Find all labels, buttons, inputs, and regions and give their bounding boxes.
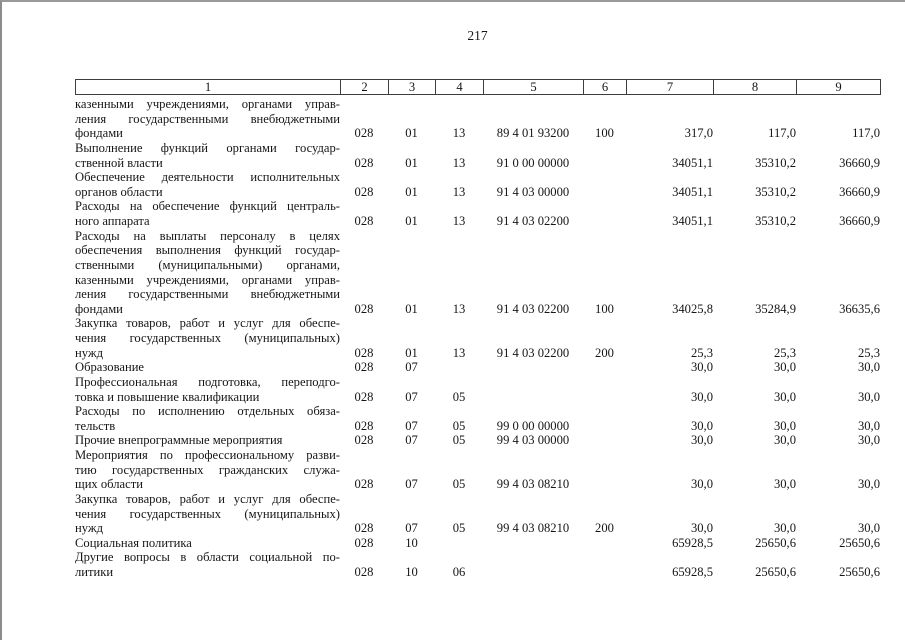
cell-col-7: 25,3: [690, 345, 713, 360]
cell-col-2: 028: [354, 155, 374, 170]
cell-col-3: 10: [405, 565, 418, 579]
cell-col-2: 028: [354, 535, 374, 550]
row-name: [75, 550, 340, 579]
header-cell-col-2: 2: [341, 80, 389, 95]
cell-col-9: 25650,6: [839, 535, 880, 550]
cell-col-5: 91 4 03 02200: [496, 301, 570, 316]
row-name-line: обеспечения выполнения функций государ-: [75, 243, 340, 258]
row-name-line: ного аппарата: [75, 214, 150, 228]
row-name: [75, 360, 340, 375]
row-name-line: литики: [75, 565, 114, 579]
row-name-line: Расходы по исполнению отдельных обяза-: [75, 404, 340, 419]
row-name-line: ления государственными внебюджетными: [75, 111, 340, 126]
cell-col-8: 30,0: [773, 477, 796, 492]
cell-col-8: 35310,2: [755, 214, 796, 228]
cell-col-9: 36660,9: [839, 155, 880, 170]
row-name: [75, 141, 340, 170]
cell-col-4: 05: [452, 521, 466, 536]
cell-col-2: 028: [354, 345, 374, 360]
cell-col-2: 028: [354, 565, 374, 579]
row-name-line: казенными учреждениями, органами управ-: [75, 272, 340, 287]
row-name-line: чения государственных (муниципальных): [75, 331, 340, 345]
cell-col-6: [583, 433, 626, 448]
row-name-line: ления государственными внебюджетными: [75, 287, 340, 302]
cell-col-3: 07: [405, 477, 418, 492]
cell-col-3: 07: [405, 389, 418, 404]
row-name-line: Закупка товаров, работ и услуг для обеспе-: [75, 491, 340, 506]
cell-col-6: [583, 360, 626, 375]
cell-col-6: [583, 170, 626, 199]
row-name-line: Мероприятия по профессиональному разви-: [75, 448, 340, 462]
cell-col-2: 028: [354, 521, 374, 536]
table-row: [75, 360, 880, 375]
row-name: [75, 448, 340, 492]
cell-col-7: 30,0: [690, 433, 713, 448]
row-name-line: фондами: [75, 126, 123, 141]
cell-col-7: 30,0: [690, 418, 713, 433]
cell-col-5: 91 4 03 02200: [496, 214, 570, 228]
table-row: [75, 141, 880, 170]
cell-col-8: 35284,9: [755, 301, 796, 316]
row-name-line: Расходы на выплаты персоналу в целях: [75, 228, 340, 243]
header-cell-col-6: 6: [584, 80, 627, 95]
row-name-line: Другие вопросы в области социальной по-: [75, 550, 340, 565]
cell-col-6: [583, 448, 626, 492]
header-cell-col-3: 3: [389, 80, 436, 95]
budget-table: [75, 95, 880, 580]
cell-col-3: 07: [405, 418, 418, 433]
page-number: 217: [467, 28, 488, 43]
cell-col-9: 30,0: [857, 389, 880, 404]
cell-col-4: 05: [452, 418, 466, 433]
cell-col-6: [583, 141, 626, 170]
cell-col-7: 30,0: [690, 360, 713, 375]
cell-col-2: 028: [354, 433, 374, 448]
cell-col-8: 25,3: [773, 345, 796, 360]
table-row: [75, 375, 880, 404]
row-name-line: товка и повышение квалификации: [75, 389, 260, 404]
row-name: [75, 199, 340, 228]
row-name-line: нужд: [75, 345, 103, 360]
row-name-line: казенными учреждениями, органами управ-: [75, 97, 340, 111]
cell-col-3: 01: [405, 126, 418, 141]
row-name-line: Закупка товаров, работ и услуг для обеспе-: [75, 316, 340, 331]
table-row: [75, 199, 880, 228]
cell-col-4: 13: [452, 184, 466, 199]
table-row: [75, 433, 880, 448]
cell-col-5: [483, 375, 583, 404]
cell-col-6: [583, 550, 626, 579]
cell-col-7: 65928,5: [672, 565, 713, 579]
row-name: [75, 433, 340, 448]
budget-table-body: [75, 95, 880, 580]
header-cell-col-9: 9: [797, 80, 881, 95]
cell-col-5: [483, 536, 583, 551]
cell-col-5: 91 0 00 00000: [496, 155, 570, 170]
row-name-line: Выполнение функций органами государ-: [75, 140, 340, 155]
cell-col-9: 36660,9: [839, 214, 880, 228]
cell-col-9: 36660,9: [839, 184, 880, 199]
header-cell-col-8: 8: [714, 80, 797, 95]
cell-col-5: 99 4 03 00000: [496, 433, 570, 448]
cell-col-4: 05: [452, 477, 466, 492]
row-name-line: ственными (муниципальными) органами,: [75, 257, 340, 272]
cell-col-9: 117,0: [852, 126, 880, 141]
cell-col-8: 35310,2: [755, 184, 796, 199]
table-row: [75, 448, 880, 492]
cell-col-4: 05: [452, 433, 466, 448]
cell-col-8: 30,0: [773, 433, 796, 448]
cell-col-4: 13: [452, 214, 466, 228]
row-name: [75, 316, 340, 360]
cell-col-6: 100: [595, 126, 614, 141]
row-name: [75, 229, 340, 317]
row-name-line: тельств: [75, 418, 116, 433]
cell-col-6: [583, 404, 626, 433]
row-name-line: Образование: [75, 360, 145, 375]
cell-col-7: 317,0: [684, 126, 713, 141]
row-name-line: Расходы на обеспечение функций централь-: [75, 199, 340, 214]
cell-col-9: 25650,6: [839, 565, 880, 579]
cell-col-7: 65928,5: [672, 535, 713, 550]
cell-col-3: 01: [405, 214, 418, 228]
cell-col-3: 01: [405, 155, 418, 170]
cell-col-8: 30,0: [773, 360, 796, 375]
budget-table-header: [75, 79, 881, 95]
cell-col-2: 028: [354, 389, 374, 404]
row-name-line: Прочие внепрограммные мероприятия: [75, 433, 283, 448]
cell-col-8: 117,0: [768, 126, 796, 141]
cell-col-4: 05: [452, 389, 466, 404]
cell-col-3: 01: [405, 345, 418, 360]
table-row: [75, 229, 880, 317]
row-name: [75, 404, 340, 433]
row-name-line: Социальная политика: [75, 535, 192, 550]
cell-col-5: 89 4 01 93200: [496, 126, 570, 141]
cell-col-2: 028: [354, 301, 374, 316]
header-cell-col-7: 7: [627, 80, 714, 95]
cell-col-8: 30,0: [773, 521, 796, 536]
cell-col-6: [583, 375, 626, 404]
cell-col-4: 13: [452, 345, 466, 360]
cell-col-4: 13: [452, 155, 466, 170]
cell-col-7: 34051,1: [672, 184, 713, 199]
table-row: [75, 316, 880, 360]
cell-col-5: 99 0 00 00000: [496, 418, 570, 433]
row-name-line: ственной власти: [75, 155, 163, 170]
cell-col-3: 07: [405, 433, 418, 448]
header-cell-col-5: 5: [484, 80, 584, 95]
cell-col-9: 30,0: [857, 521, 880, 536]
cell-col-5: 91 4 03 02200: [496, 345, 570, 360]
table-row: [75, 95, 880, 141]
cell-col-9: 30,0: [857, 433, 880, 448]
cell-col-4: [435, 536, 483, 551]
cell-col-9: 30,0: [857, 477, 880, 492]
row-name-line: тию государственных гражданских служа-: [75, 462, 340, 477]
cell-col-6: 200: [595, 345, 614, 360]
cell-col-2: 028: [354, 214, 374, 228]
cell-col-5: [483, 360, 583, 375]
cell-col-3: 01: [405, 184, 418, 199]
table-header-row: [76, 80, 881, 95]
cell-col-7: 30,0: [690, 389, 713, 404]
row-name-line: фондами: [75, 301, 123, 316]
row-name-line: органов области: [75, 184, 163, 199]
cell-col-9: 36635,6: [839, 301, 880, 316]
header-cell-col-1: 1: [76, 80, 341, 95]
cell-col-4: 13: [452, 301, 466, 316]
header-cell-col-4: 4: [436, 80, 484, 95]
row-name-line: щих области: [75, 477, 143, 492]
cell-col-2: 028: [354, 418, 374, 433]
cell-col-2: 028: [354, 360, 374, 375]
row-name: [75, 375, 340, 404]
table-row: [75, 536, 880, 551]
cell-col-2: 028: [354, 477, 374, 492]
cell-col-7: 30,0: [690, 477, 713, 492]
row-name: [75, 536, 340, 551]
cell-col-3: 07: [405, 521, 418, 536]
table-row: [75, 404, 880, 433]
cell-col-5: 99 4 03 08210: [496, 477, 570, 492]
cell-col-8: 35310,2: [755, 155, 796, 170]
row-name-line: чения государственных (муниципальных): [75, 506, 340, 521]
cell-col-3: 07: [405, 360, 418, 375]
cell-col-9: 30,0: [857, 360, 880, 375]
cell-col-3: 10: [405, 535, 418, 550]
cell-col-9: 25,3: [857, 345, 880, 360]
cell-col-7: 34025,8: [672, 301, 713, 316]
row-name-line: Профессиональная подготовка, переподго-: [75, 374, 340, 389]
cell-col-9: 30,0: [857, 418, 880, 433]
table-row: [75, 492, 880, 536]
row-name-line: нужд: [75, 521, 103, 536]
table-row: [75, 550, 880, 579]
cell-col-7: 30,0: [690, 521, 713, 536]
cell-col-8: 25650,6: [755, 535, 796, 550]
cell-col-5: 91 4 03 00000: [496, 184, 570, 199]
cell-col-8: 30,0: [773, 418, 796, 433]
cell-col-7: 34051,1: [672, 155, 713, 170]
cell-col-5: [483, 550, 583, 579]
cell-col-8: 25650,6: [755, 565, 796, 579]
cell-col-2: 028: [354, 184, 374, 199]
row-name: [75, 95, 340, 141]
row-name-line: Обеспечение деятельности исполнительных: [75, 170, 340, 185]
table-row: [75, 170, 880, 199]
cell-col-6: [583, 536, 626, 551]
cell-col-4: [435, 360, 483, 375]
row-name: [75, 492, 340, 536]
cell-col-8: 30,0: [773, 389, 796, 404]
cell-col-4: 06: [452, 565, 466, 579]
row-name: [75, 170, 340, 199]
cell-col-6: 200: [595, 521, 614, 536]
cell-col-4: 13: [452, 126, 466, 141]
cell-col-3: 01: [405, 301, 418, 316]
cell-col-6: 100: [595, 301, 614, 316]
cell-col-7: 34051,1: [672, 214, 713, 228]
cell-col-5: 99 4 03 08210: [496, 521, 570, 536]
cell-col-2: 028: [354, 126, 374, 141]
cell-col-6: [583, 199, 626, 228]
